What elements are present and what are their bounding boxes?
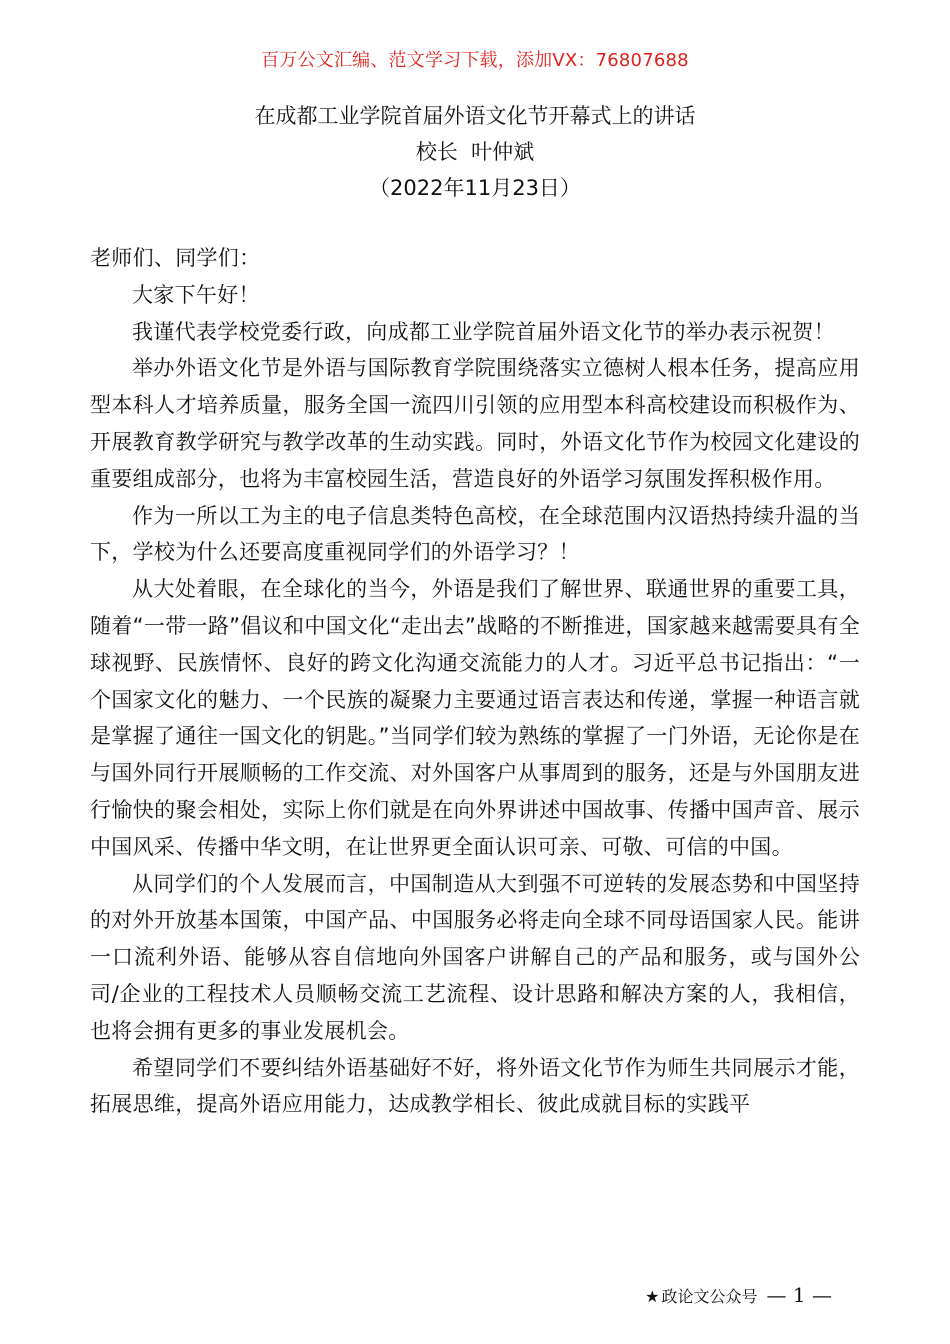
paragraph: 作为一所以工为主的电子信息类特色高校，在全球范围内汉语热持续升温的当下，学校为什么还要高度重视同学们的外语学习？！ [90, 503, 860, 565]
paragraph: 希望同学们不要纠结外语基础好不好，将外语文化节作为师生共同展示才能，拓展思维，提高外语应用能力，达成教学相长、彼此成就目标的实践平 [90, 1055, 860, 1117]
speaker-line: 校长 叶仲斌 [415, 140, 535, 164]
watermark-banner: 百万公文汇编、范文学习下载，添加VX：76807688 [261, 50, 689, 71]
footer-source: 政论文公众号 [661, 1287, 758, 1306]
paragraph: 举办外语文化节是外语与国际教育学院围绕落实立德树人根本任务，提高应用型本科人才培养质量，服务全国一流四川引领的应用型本科高校建设而积极作为、开展教育教学研究与教学改革的生动实践。同时，外语文化节作为校园文化建设的重要组成部分，也将为丰富校园生活，营造良好的外语学习氛围发挥积极作用。 [90, 356, 860, 491]
document-header [0, 98, 950, 206]
page-number: — 1 — [766, 1283, 832, 1307]
page-footer [645, 1283, 832, 1307]
speech-date: （2022年11月23日） [369, 176, 581, 200]
paragraph: 从同学们的个人发展而言，中国制造从大到强不可逆转的发展态势和中国坚持的对外开放基本国策，中国产品、中国服务必将走向全球不同母语国家人民。能讲一口流利外语、能够从容自信地向外国客户讲解自己的产品和服务，或与国外公司/企业的工程技术人员顺畅交流工艺流程、设计思路和解决方案的人，我相信，也将会拥有更多的事业发展机会。 [90, 871, 860, 1043]
speech-body [90, 240, 860, 1123]
salutation: 老师们、同学们： [90, 246, 261, 270]
document-title: 在成都工业学院首届外语文化节开幕式上的讲话 [254, 104, 696, 128]
star-icon: ★ [645, 1287, 660, 1306]
paragraph: 我谨代表学校党委行政，向成都工业学院首届外语文化节的举办表示祝贺！ [132, 319, 835, 344]
paragraph: 大家下午好！ [132, 282, 260, 307]
paragraph: 从大处着眼，在全球化的当今，外语是我们了解世界、联通世界的重要工具，随着“一带一路”倡议和中国文化“走出去”战略的不断推进，国家越来越需要具有全球视野、民族情怀、良好的跨文化沟通交流能力的人才。习近平总书记指出：“一个国家文化的魅力、一个民族的凝聚力主要通过语言表达和传递，掌握一种语言就是掌握了通往一国文化的钥匙。”当同学们较为熟练的掌握了一门外语，无论你是在与国外同行开展顺畅的工作交流、对外国客户从事周到的服务，还是与外国朋友进行愉快的聚会相处，实际上你们就是在向外界讲述中国故事、传播中国声音、展示中国风采、传播中华文明，在让世界更全面认识可亲、可敬、可信的中国。 [90, 577, 860, 859]
